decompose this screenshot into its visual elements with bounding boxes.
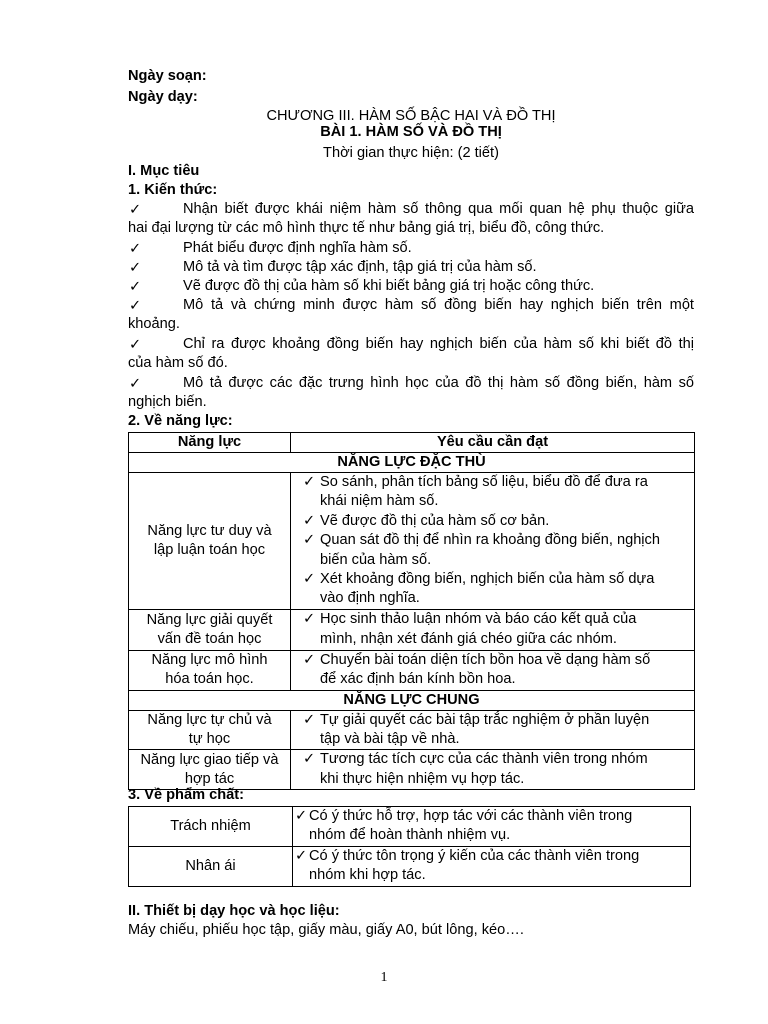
quality-requirement-cell <box>293 846 691 886</box>
competency-name-line: tự học <box>188 731 231 748</box>
group-heading-general: NĂNG LỰC CHUNG <box>129 690 695 710</box>
check-icon: ✓ <box>129 337 142 353</box>
requirement-cell <box>291 750 695 790</box>
quality-name-cell: Trách nhiệm <box>129 807 293 847</box>
check-icon: ✓ <box>303 474 316 490</box>
knowledge-item-7: Mô tả được các đặc trưng hình học của đồ thị hàm số đồng biến, hàm số <box>183 375 694 391</box>
requirement-cell <box>291 710 695 750</box>
competency-name-cell <box>129 609 291 650</box>
requirement-cell <box>291 650 695 690</box>
competency-name-cell <box>129 650 291 690</box>
requirement-item: ✓ Vẽ được đồ thị của hàm số cơ bản. <box>295 512 684 531</box>
equipment-body: Máy chiếu, phiếu học tập, giấy màu, giấy A0, bút lông, kéo…. <box>128 922 524 938</box>
check-icon: ✓ <box>129 279 142 295</box>
competency-name-line: Năng lực tự chủ và <box>147 712 272 729</box>
requirement-item: ✓ So sánh, phân tích bảng số liệu, biểu đồ để đưa ra khái niệm hàm số. <box>303 474 648 510</box>
knowledge-item-6: Chỉ ra được khoảng đồng biến hay nghịch biến của hàm số khi biết đồ thị <box>183 336 694 352</box>
group-heading-specific: NĂNG LỰC ĐẶC THÙ <box>129 453 695 473</box>
requirement-item: ✓ Học sinh thảo luận nhóm và báo cáo kết quả của mình, nhận xét đánh giá chéo giữa các nhóm. <box>303 611 637 647</box>
knowledge-item-2: Phát biểu được định nghĩa hàm số. <box>183 240 412 256</box>
competency-name-line: Năng lực mô hình <box>151 652 268 669</box>
requirement-item: ✓ Quan sát đồ thị để nhìn ra khoảng đồng biến, nghịch biến của hàm số. <box>303 532 660 568</box>
prep-date-label: Ngày soạn: <box>128 68 207 84</box>
check-icon: ✓ <box>295 847 308 864</box>
requirement-cell <box>291 473 695 610</box>
requirement-item: ✓ Chuyển bài toán diện tích bồn hoa về dạng hàm số để xác định bán kính bồn hoa. <box>303 651 651 688</box>
quality-heading: 3. Về phẩm chất: <box>128 787 244 803</box>
requirement-cell <box>291 609 695 650</box>
equipment-heading: II. Thiết bị dạy học và học liệu: <box>128 903 340 919</box>
check-icon: ✓ <box>129 241 142 257</box>
competency-name-line: vấn đề toán học <box>157 630 262 647</box>
quality-item: ✓ Có ý thức hỗ trợ, hợp tác với các thành viên trong nhóm để hoàn thành nhiệm vụ. <box>295 808 633 844</box>
check-icon: ✓ <box>303 512 316 529</box>
quality-item: ✓ Có ý thức tôn trọng ý kiến của các thành viên trong nhóm khi hợp tác. <box>295 847 640 884</box>
requirement-item: ✓ Tương tác tích cực của các thành viên trong nhóm khi thực hiện nhiệm vụ hợp tác. <box>303 751 648 787</box>
section-objectives-heading: I. Mục tiêu <box>128 163 200 179</box>
check-icon: ✓ <box>129 376 142 392</box>
knowledge-item-1-cont: hai đại lượng từ các mô hình thực tế như bảng giá trị, biểu đồ, công thức. <box>128 220 605 236</box>
knowledge-item-6-cont: của hàm số đó. <box>128 355 228 371</box>
teach-date-label: Ngày dạy: <box>128 89 198 105</box>
quality-name-cell: Nhân ái <box>129 846 293 886</box>
check-icon: ✓ <box>303 751 316 768</box>
check-icon: ✓ <box>303 651 316 668</box>
requirement-item: ✓ Tự giải quyết các bài tập trắc nghiệm ở phần luyện tập và bài tập về nhà. <box>303 711 650 748</box>
knowledge-item-5: Mô tả và chứng minh được hàm số đồng biến hay nghịch biến trên một <box>183 297 694 313</box>
check-icon: ✓ <box>129 202 142 218</box>
requirement-item: ✓ Xét khoảng đồng biến, nghịch biến của hàm số dựa vào định nghĩa. <box>303 571 655 607</box>
competency-name-line: hợp tác <box>184 770 235 787</box>
header-cell-competency: Năng lực <box>129 433 291 453</box>
competency-name-cell <box>129 473 291 610</box>
check-icon: ✓ <box>303 711 316 728</box>
check-icon: ✓ <box>129 260 142 276</box>
duration-text: Thời gian thực hiện: (2 tiết) <box>323 145 499 161</box>
knowledge-item-5-cont: khoảng. <box>128 316 180 332</box>
knowledge-item-7-cont: nghịch biến. <box>128 394 207 410</box>
lesson-title: BÀI 1. HÀM SỐ VÀ ĐỒ THỊ <box>320 124 502 140</box>
knowledge-item-1: Nhận biết được khái niệm hàm số thông qua mối quan hệ phụ thuộc giữa <box>183 201 694 217</box>
competency-name-line: Năng lực giải quyết <box>146 611 273 628</box>
knowledge-item-4: Vẽ được đồ thị của hàm số khi biết bảng giá trị hoặc công thức. <box>183 278 595 294</box>
check-icon: ✓ <box>303 532 316 549</box>
competency-name-line: Năng lực giao tiếp và <box>140 751 279 768</box>
competency-name-line: lập luận toán học <box>153 541 266 558</box>
competency-name-cell <box>129 750 291 790</box>
competency-heading: 2. Về năng lực: <box>128 413 233 429</box>
quality-table <box>128 806 691 887</box>
page-number: 1 <box>380 970 388 985</box>
competency-name-line: Năng lực tư duy và <box>147 522 272 539</box>
competency-name-cell <box>129 710 291 750</box>
competency-table <box>128 432 695 790</box>
check-icon: ✓ <box>295 808 308 824</box>
check-icon: ✓ <box>303 571 316 588</box>
check-icon: ✓ <box>303 611 316 628</box>
quality-requirement-cell <box>293 807 691 847</box>
knowledge-item-3: Mô tả và tìm được tập xác định, tập giá trị của hàm số. <box>183 259 537 275</box>
header-cell-requirement: Yêu cầu cần đạt <box>291 433 695 453</box>
knowledge-heading: 1. Kiến thức: <box>128 182 218 198</box>
competency-name-line: hóa toán học. <box>165 671 254 688</box>
chapter-title: CHƯƠNG III. HÀM SỐ BẬC HAI VÀ ĐỒ THỊ <box>266 108 556 124</box>
check-icon: ✓ <box>129 298 142 314</box>
